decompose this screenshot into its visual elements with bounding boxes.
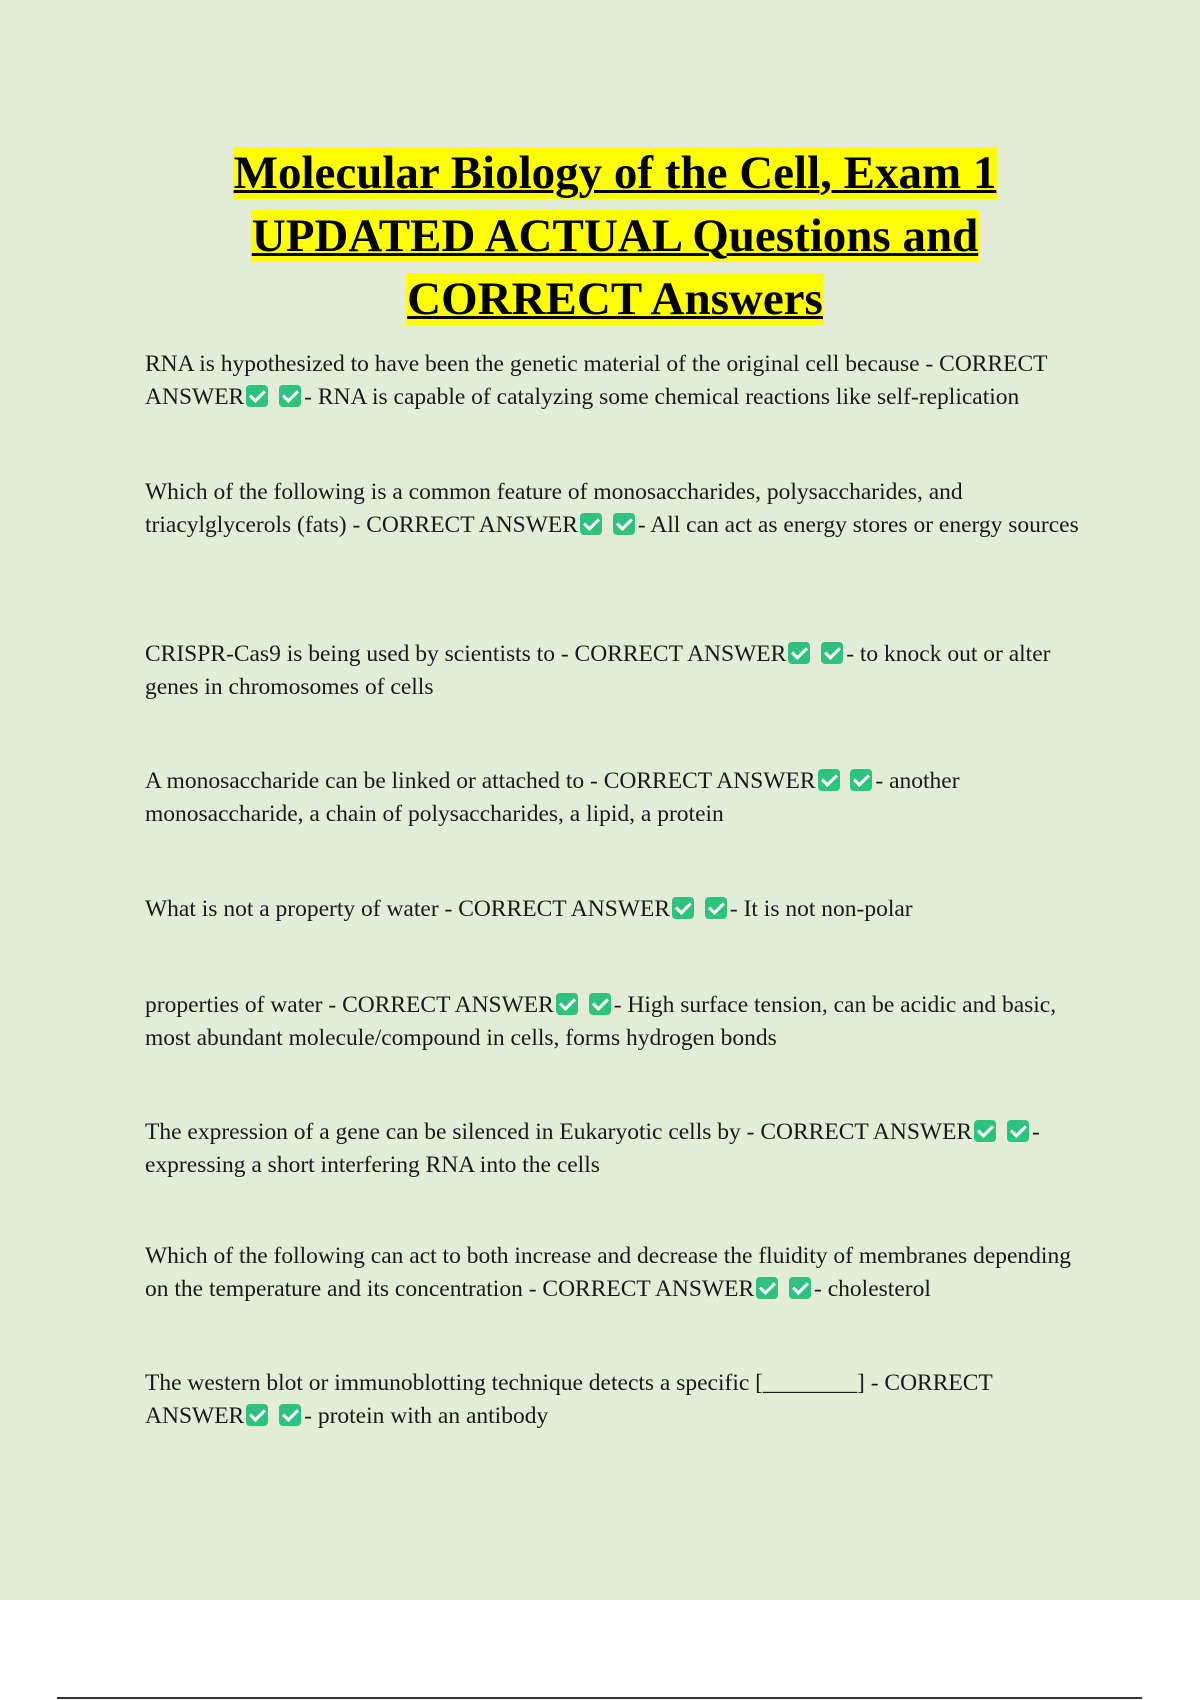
check-icon — [821, 642, 843, 664]
check-icon — [788, 642, 810, 664]
answer-marker: CORRECT ANSWER — [366, 512, 578, 538]
qa-item-2: Which of the following is a common feature of monosaccharides, polysaccharides, and triacylglycerols (fats) - CORRECT ANSWER - All can act as energy stores or energy sources — [145, 479, 1079, 538]
check-icon — [850, 769, 872, 791]
question-text: A monosaccharide can be linked or attached to — [145, 768, 585, 794]
check-icon — [789, 1277, 811, 1299]
qa-item-4: A monosaccharide can be linked or attached to - CORRECT ANSWER - another monosaccharide, a chain of polysaccharides, a lipid, a protein — [145, 768, 960, 827]
answer-text: expressing a short interfering RNA into the cells — [145, 1152, 600, 1178]
check-icon — [613, 513, 635, 535]
check-icon — [974, 1120, 996, 1142]
answer-marker: CORRECT ANSWER — [760, 1119, 973, 1145]
qa-item-5: What is not a property of water - CORRECT ANSWER - It is not non-polar — [145, 896, 913, 922]
answer-text: RNA is capable of catalyzing some chemical reactions like self-replication — [317, 384, 1020, 410]
check-icon — [589, 993, 611, 1015]
document-title — [145, 142, 1085, 331]
document-title-text: Molecular Biology of the Cell, Exam 1 UPDATED ACTUAL Questions and CORRECT Answers — [233, 147, 997, 325]
answer-marker: CORRECT ANSWER — [145, 1370, 993, 1429]
check-icon — [279, 1404, 301, 1426]
check-icon — [246, 385, 268, 407]
answer-marker: CORRECT ANSWER — [603, 768, 816, 794]
qa-item-8: Which of the following can act to both increase and decrease the fluidity of membranes depending on the temperature and its concentration - CORRECT ANSWER - cholesterol — [145, 1243, 1071, 1302]
check-icon — [580, 513, 602, 535]
check-icon — [279, 385, 301, 407]
question-text: properties of water — [145, 992, 323, 1018]
answer-text: protein with an antibody — [317, 1403, 549, 1429]
question-text: RNA is hypothesized to have been the genetic material of the original cell because — [145, 351, 920, 377]
answer-text: to knock out or alter genes in chromosomes of cells — [145, 641, 1051, 700]
qa-item-3: CRISPR-Cas9 is being used by scientists to - CORRECT ANSWER - to knock out or alter genes in chromosomes of cells — [145, 641, 1051, 700]
answer-text: High surface tension, can be acidic and basic, most abundant molecule/compound in cells, forms hydrogen bonds — [145, 992, 1057, 1051]
check-icon — [818, 769, 840, 791]
check-icon — [705, 897, 727, 919]
qa-item-1: RNA is hypothesized to have been the genetic material of the original cell because - CORRECT ANSWER - RNA is capable of catalyzing some chemical reactions like self-replication — [145, 351, 1048, 410]
answer-text: All can act as energy stores or energy sources — [650, 512, 1079, 538]
question-text: The western blot or immunoblotting technique detects a specific [________] — [145, 1370, 865, 1396]
answer-text: It is not non-polar — [743, 896, 913, 922]
answer-marker: CORRECT ANSWER — [342, 992, 554, 1018]
question-text: Which of the following is a common feature of monosaccharides, polysaccharides, and triacylglycerols (fats) — [145, 479, 963, 538]
answer-text: another monosaccharide, a chain of polysaccharides, a lipid, a protein — [145, 768, 960, 827]
qa-item-6: properties of water - CORRECT ANSWER - High surface tension, can be acidic and basic, most abundant molecule/compound in cells, forms hydrogen bonds — [145, 992, 1057, 1051]
question-text: CRISPR-Cas9 is being used by scientists to — [145, 641, 555, 667]
footer-divider — [57, 1697, 1142, 1699]
qa-item-7: The expression of a gene can be silenced in Eukaryotic cells by - CORRECT ANSWER - expressing a short interfering RNA into the cells — [145, 1119, 1040, 1178]
qa-item-9: The western blot or immunoblotting technique detects a specific [________] - CORRECT ANSWER - protein with an antibody — [145, 1370, 993, 1429]
answer-text: cholesterol — [827, 1276, 931, 1302]
check-icon — [1007, 1120, 1029, 1142]
answer-marker: CORRECT ANSWER — [574, 641, 787, 667]
answer-marker: CORRECT ANSWER — [458, 896, 670, 922]
check-icon — [672, 897, 694, 919]
question-text: The expression of a gene can be silenced in Eukaryotic cells by — [145, 1119, 741, 1145]
check-icon — [246, 1404, 268, 1426]
check-icon — [556, 993, 578, 1015]
check-icon — [756, 1277, 778, 1299]
question-text: What is not a property of water — [145, 896, 439, 922]
answer-marker: CORRECT ANSWER — [145, 351, 1048, 410]
question-text: Which of the following can act to both increase and decrease the fluidity of membranes depending on the temperature and its concentration — [145, 1243, 1071, 1302]
answer-marker: CORRECT ANSWER — [542, 1276, 755, 1302]
